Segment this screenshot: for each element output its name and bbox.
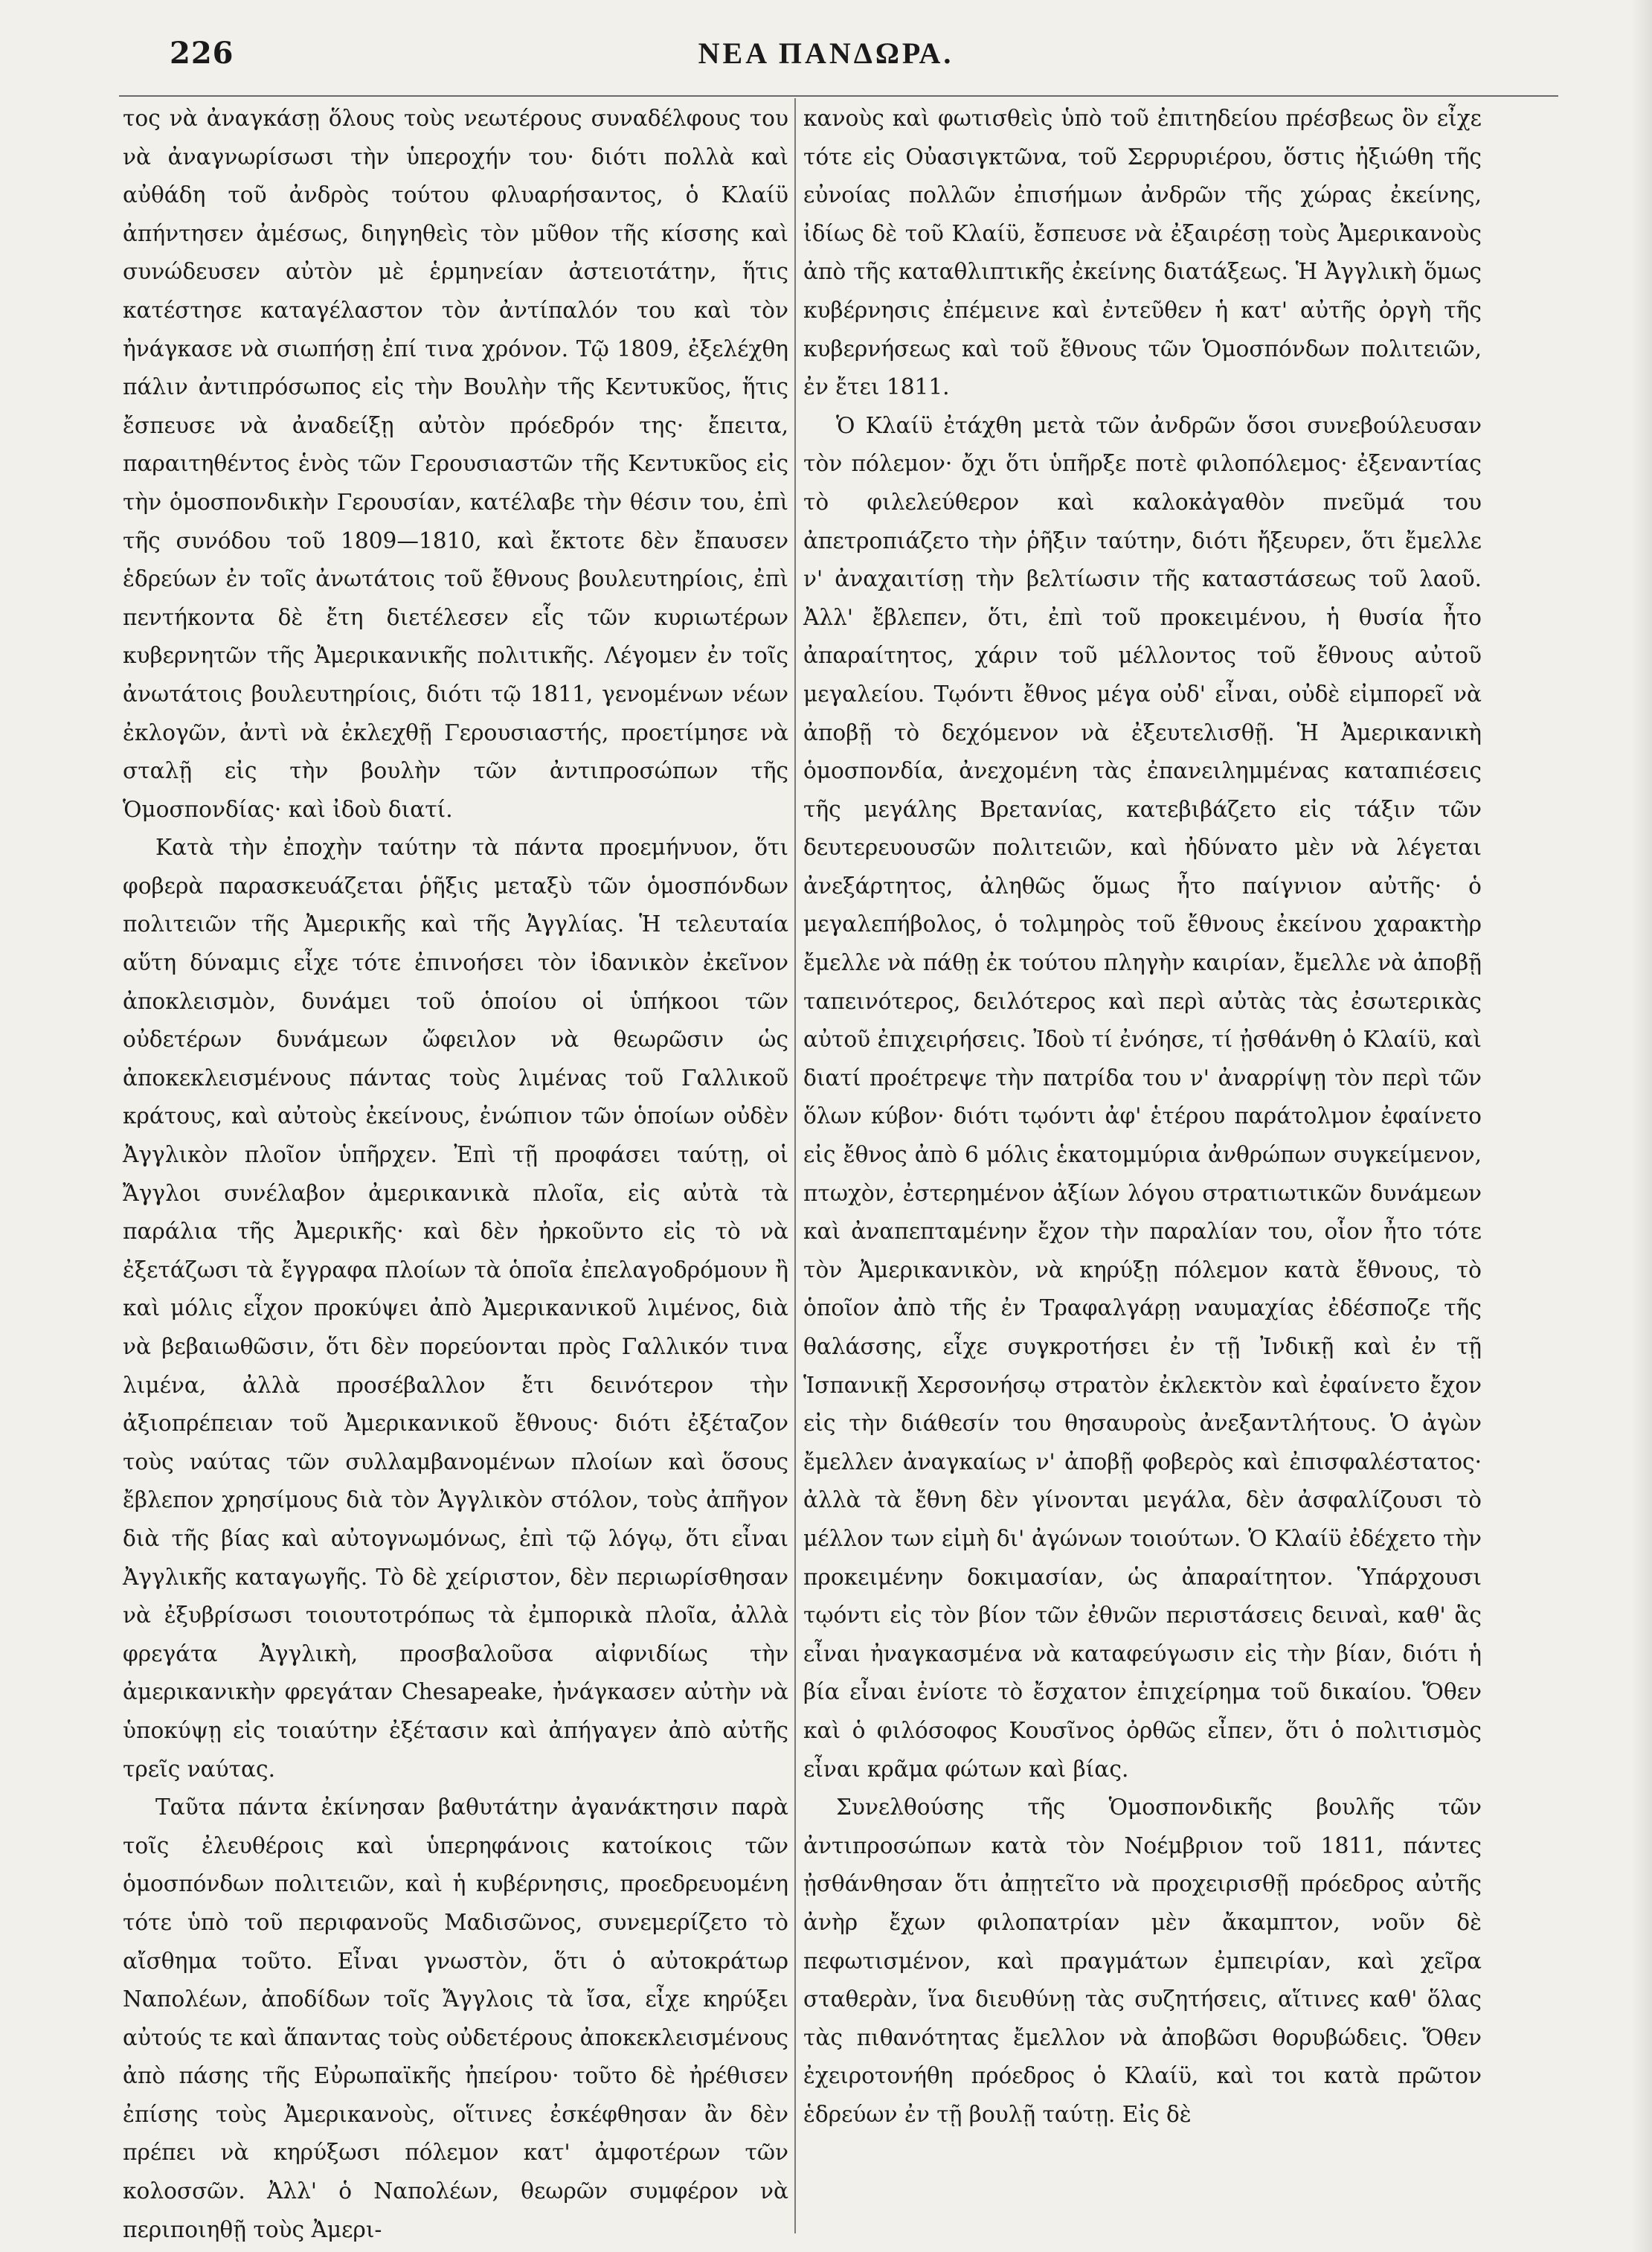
paragraph: Ὁ Κλαίϋ ἐτάχθη μετὰ τῶν ἀνδρῶν ὅσοι συνεβούλευσαν τὸν πόλεμον· ὄχι ὅτι ὑπῆρξε ποτὲ φιλοπόλεμος· ἐξεναντίας τὸ φιλελεύθερον καὶ καλοκἀγαθὸν πνεῦμά του ἀπετροπιάζετο τὴν ῥῆξιν ταύτην, διότι ἤξευρεν, ὅτι ἔμελλε ν' ἀναχαιτίσῃ τὴν βελτίωσιν τῆς καταστάσεως τοῦ λαοῦ. Ἀλλ' ἔβλεπεν, ὅτι, ἐπὶ τοῦ προκειμένου, ἡ θυσία ἦτο ἀπαραίτητος, χάριν τοῦ μέλλοντος τοῦ ἔθνους αὐτοῦ μεγαλείου. Τῳόντι ἔθνος μέγα οὐδ' εἶναι, οὐδὲ εἰμπορεῖ νὰ ἀποβῇ τὸ δεχόμενον νὰ ἐξευτελισθῇ. Ἡ Ἀμερικανικὴ ὁμοσπονδία, ἀνεχομένη τὰς ἐπανειλημμένας καταπιέσεις τῆς μεγάλης Βρετανίας, κατεβιβάζετο εἰς τάξιν τῶν δευτερευουσῶν πολιτειῶν, καὶ ἠδύνατο μὲν νὰ λέγεται ἀνεξάρτητος, ἀληθῶς ὅμως ἦτο παίγνιον αὐτῆς· ὁ μεγαλεπήβολος, ὁ τολμηρὸς τοῦ ἔθνους ἐκείνου χαρακτὴρ ἔμελλε νὰ πάθῃ ἐκ τούτου πληγὴν καιρίαν, ἔμελλε νὰ ἀποβῇ ταπεινότερος, δειλότερος καὶ περὶ αὐτὰς τὰς ἐσωτερικὰς αὐτοῦ ἐπιχειρήσεις. Ἰδοὺ τί ἐνόησε, τί ᾐσθάνθη ὁ Κλαίϋ, καὶ διατί προέτρεψε τὴν πατρίδα του ν' ἀναρρίψῃ τὸν περὶ τῶν ὅλων κύβον· διότι τῳόντι ἀφ' ἑτέρου παράτολμον ἐφαίνετο εἰς ἔθνος ἀπὸ 6 μόλις ἑκατομμύρια ἀνθρώπων συγκείμενον, πτωχὸν, ἐστερημένον ἀξίων λόγου στρατιωτικῶν δυνάμεων καὶ ἀναπεπταμένην ἔχον τὴν παραλίαν του, οἷον ἦτο τότε τὸν Ἀμερικανικὸν, νὰ κηρύξῃ πόλεμον κατὰ ἔθνους, τὸ ὁποῖον ἀπὸ τῆς ἐν Τραφαλγάρῃ ναυμαχίας ἐδέσποζε τῆς θαλάσσης, εἶχε συγκροτήσει ἐν τῇ Ἰνδικῇ καὶ ἐν τῇ Ἱσπανικῇ Χερσονήσῳ στρατὸν ἐκλεκτὸν καὶ ἐφαίνετο ἔχον εἰς τὴν διάθεσίν του θησαυροὺς ἀνεξαντλήτους. Ὁ ἀγὼν ἔμελλεν ἀναγκαίως ν' ἀποβῇ φοβερὸς καὶ ἐπισφαλέστατος· ἀλλὰ τὰ ἔθνη δὲν γίνονται μεγάλα, δὲν ἀσφαλίζουσι τὸ μέλλον των εἰμὴ δι' ἀγώνων τοιούτων. Ὁ Κλαίϋ ἐδέχετο τὴν προκειμένην δοκιμασίαν, ὡς ἀπαραίτητον. Ὑπάρχουσι τῳόντι εἰς τὸν βίον τῶν ἐθνῶν περιστάσεις δειναὶ, καθ' ἃς εἶναι ἠναγκασμένα νὰ καταφεύγωσιν εἰς τὴν βίαν, διότι ἡ βία εἶναι ἐνίοτε τὸ ἔσχατον ἐπιχείρημα τοῦ δικαίου. Ὅθεν καὶ ὁ φιλόσοφος Κουσῖνος ὀρθῶς εἶπεν, ὅτι ὁ πολιτισμὸς εἶναι κρᾶμα φώτων καὶ βίας. <box>803 412 1482 1782</box>
paragraph: Ταῦτα πάντα ἐκίνησαν βαθυτάτην ἀγανάκτησιν παρὰ τοῖς ἐλευθέροις καὶ ὑπερηφάνοις κατοίκοις τῶν ὁμοσπόνδων πολιτειῶν, καὶ ἡ κυβέρνησις, προεδρευομένη τότε ὑπὸ τοῦ περιφανοῦς Μαδισῶνος, συνεμερίζετο τὸ αἴσθημα τοῦτο. Εἶναι γνωστὸν, ὅτι ὁ αὐτοκράτωρ Ναπολέων, ἀποδίδων τοῖς Ἄγγλοις τὰ ἴσα, εἶχε κηρύξει αὐτούς τε καὶ ἅπαντας τοὺς οὐδετέρους ἀποκεκλεισμένους ἀπὸ πάσης τῆς Εὐρωπαϊκῆς ἠπείρου· τοῦτο δὲ ἠρέθισεν ἐπίσης τοὺς Ἀμερικανοὺς, οἵτινες ἐσκέφθησαν ἂν δὲν πρέπει νὰ κηρύξωσι πόλεμον κατ' ἀμφοτέρων τῶν κολοσσῶν. Ἀλλ' ὁ Ναπολέων, θεωρῶν συμφέρον νὰ περιποιηθῇ τοὺς Ἀμερι- <box>123 1794 788 2242</box>
paragraph: Συνελθούσης τῆς Ὁμοσπονδικῆς βουλῆς τῶν ἀντιπροσώπων κατὰ τὸν Νοέμβριον τοῦ 1811, πάντες ᾐσθάνθησαν ὅτι ἀπῃτεῖτο νὰ προχειρισθῇ πρόεδρος αὐτῆς ἀνὴρ ἔχων φιλοπατρίαν μὲν ἄκαμπτον, νοῦν δὲ πεφωτισμένον, καὶ πραγμάτων ἐμπειρίαν, καὶ χεῖρα σταθερὰν, ἵνα διευθύνῃ τὰς συζητήσεις, αἵτινες καθ' ὅλας τὰς πιθανότητας ἔμελλον νὰ ἀποβῶσι θορυβώδεις. Ὅθεν ἐχειροτονήθη πρόεδρος ὁ Κλαίϋ, καὶ τοι κατὰ πρῶτον ἑδρεύων ἐν τῇ βουλῇ ταύτῃ. Εἰς δὲ <box>803 1794 1482 2127</box>
header-rule <box>119 95 1558 97</box>
running-title: ΝΕΑ ΠΑΝΔΩΡΑ. <box>698 36 954 70</box>
paragraph: Κατὰ τὴν ἐποχὴν ταύτην τὰ πάντα προεμήνυον, ὅτι φοβερὰ παρασκευάζεται ῥῆξις μεταξὺ τῶν ὁμοσπόνδων πολιτειῶν τῆς Ἀμερικῆς καὶ τῆς Ἀγγλίας. Ἡ τελευταία αὕτη δύναμις εἶχε τότε ἐπινοήσει τὸν ἰδανικὸν ἐκεῖνον ἀποκλεισμὸν, δυνάμει τοῦ ὁποίου οἱ ὑπήκοοι τῶν οὐδετέρων δυνάμεων ὤφειλον νὰ θεωρῶσιν ὡς ἀποκεκλεισμένους πάντας τοὺς λιμένας τοῦ Γαλλικοῦ κράτους, καὶ αὐτοὺς ἐκείνους, ἐνώπιον τῶν ὁποίων οὐδὲν Ἀγγλικὸν πλοῖον ὑπῆρχεν. Ἐπὶ τῇ προφάσει ταύτῃ, οἱ Ἄγγλοι συνέλαβον ἀμερικανικὰ πλοῖα, εἰς αὐτὰ τὰ παράλια τῆς Ἀμερικῆς· καὶ δὲν ἠρκοῦντο εἰς τὸ νὰ ἐξετάζωσι τὰ ἔγγραφα πλοίων τὰ ὁποῖα ἐπελαγοδρόμουν ἢ καὶ μόλις εἶχον προκύψει ἀπὸ Ἀμερικανικοῦ λιμένος, διὰ νὰ βεβαιωθῶσιν, ὅτι δὲν πορεύονται πρὸς Γαλλικόν τινα λιμένα, ἀλλὰ προσέβαλλον ἔτι δεινότερον τὴν ἀξιοπρέπειαν τοῦ Ἀμερικανικοῦ ἔθνους· διότι ἐξέταζον τοὺς ναύτας τῶν συλλαμβανομένων πλοίων καὶ ὅσους ἔβλεπον χρησίμους διὰ τὸν Ἀγγλικὸν στόλον, τοὺς ἀπῆγον διὰ τῆς βίας καὶ αὐτογνωμόνως, ἐπὶ τῷ λόγῳ, ὅτι εἶναι Ἀγγλικῆς καταγωγῆς. Τὸ δὲ χείριστον, δὲν περιωρίσθησαν νὰ ἐξυβρίσωσι τοιουτοτρόπως τὰ ἐμπορικὰ πλοῖα, ἀλλὰ φρεγάτα Ἀγγλικὴ, προσβαλοῦσα αἰφνιδίως τὴν ἀμερικανικὴν φρεγάταν Chesapeake, ἠνάγκασεν αὐτὴν νὰ ὑποκύψῃ εἰς τοιαύτην ἐξέτασιν καὶ ἀπήγαγεν ἀπὸ αὐτῆς τρεῖς ναύτας. <box>123 835 788 1782</box>
page-edge-shadow <box>1631 0 1652 2252</box>
page-number: 226 <box>170 36 234 71</box>
right-column <box>803 100 1482 2227</box>
page-header <box>0 36 1652 80</box>
paragraph: τος νὰ ἀναγκάσῃ ὅλους τοὺς νεωτέρους συναδέλφους του νὰ ἀναγνωρίσωσι τὴν ὑπεροχήν του· διότι πολλὰ καὶ αὐθάδη τοῦ ἀνδρὸς τούτου φλυαρήσαντος, ὁ Κλαίϋ ἀπήντησεν ἀμέσως, διηγηθεὶς τὸν μῦθον τῆς κίσσης καὶ συνώδευσεν αὐτὸν μὲ ἑρμηνείαν ἀστειοτάτην, ἥτις κατέστησε καταγέλαστον τὸν ἀντίπαλόν του καὶ τὸν ἠνάγκασε νὰ σιωπήσῃ ἐπί τινα χρόνον. Τῷ 1809, ἐξελέχθη πάλιν ἀντιπρόσωπος εἰς τὴν Βουλὴν τῆς Κεντυκῦος, ἥτις ἔσπευσε νὰ ἀναδείξῃ αὐτὸν πρόεδρόν της· ἔπειτα, παραιτηθέντος ἑνὸς τῶν Γερουσιαστῶν τῆς Κεντυκῦος εἰς τὴν ὁμοσπονδικὴν Γερουσίαν, κατέλαβε τὴν θέσιν του, ἐπὶ τῆς συνόδου τοῦ 1809—1810, καὶ ἔκτοτε δὲν ἔπαυσεν ἑδρεύων ἐν τοῖς ἀνωτάτοις τοῦ ἔθνους βουλευτηρίοις, ἐπὶ πεντήκοντα δὲ ἔτη διετέλεσεν εἷς τῶν κυριωτέρων κυβερνητῶν τῆς Ἀμερικανικῆς πολιτικῆς. Λέγομεν ἐν τοῖς ἀνωτάτοις βουλευτηρίοις, διότι τῷ 1811, γενομένων νέων ἐκλογῶν, ἀντὶ νὰ ἐκλεχθῇ Γερουσιαστής, προετίμησε νὰ σταλῇ εἰς τὴν βουλὴν τῶν ἀντιπροσώπων τῆς Ὁμοσπονδίας· καὶ ἰδοὺ διατί. <box>123 106 788 822</box>
column-divider <box>794 98 796 2233</box>
paragraph: κανοὺς καὶ φωτισθεὶς ὑπὸ τοῦ ἐπιτηδείου πρέσβεως ὃν εἶχε τότε εἰς Οὐασιγκτῶνα, τοῦ Σερρυριέρου, ὅστις ἠξιώθη τῆς εὐνοίας πολλῶν ἐπισήμων ἀνδρῶν τῆς χώρας ἐκείνης, ἰδίως δὲ τοῦ Κλαίϋ, ἔσπευσε νὰ ἐξαιρέσῃ τοὺς Ἀμερικανοὺς ἀπὸ τῆς καταθλιπτικῆς ἐκείνης διατάξεως. Ἡ Ἀγγλικὴ ὅμως κυβέρνησις ἐπέμεινε καὶ ἐντεῦθεν ἡ κατ' αὐτῆς ὀργὴ τῆς κυβερνήσεως καὶ τοῦ ἔθνους τῶν Ὁμοσπόνδων πολιτειῶν, ἐν ἔτει 1811. <box>803 106 1482 400</box>
left-column <box>123 100 788 2242</box>
